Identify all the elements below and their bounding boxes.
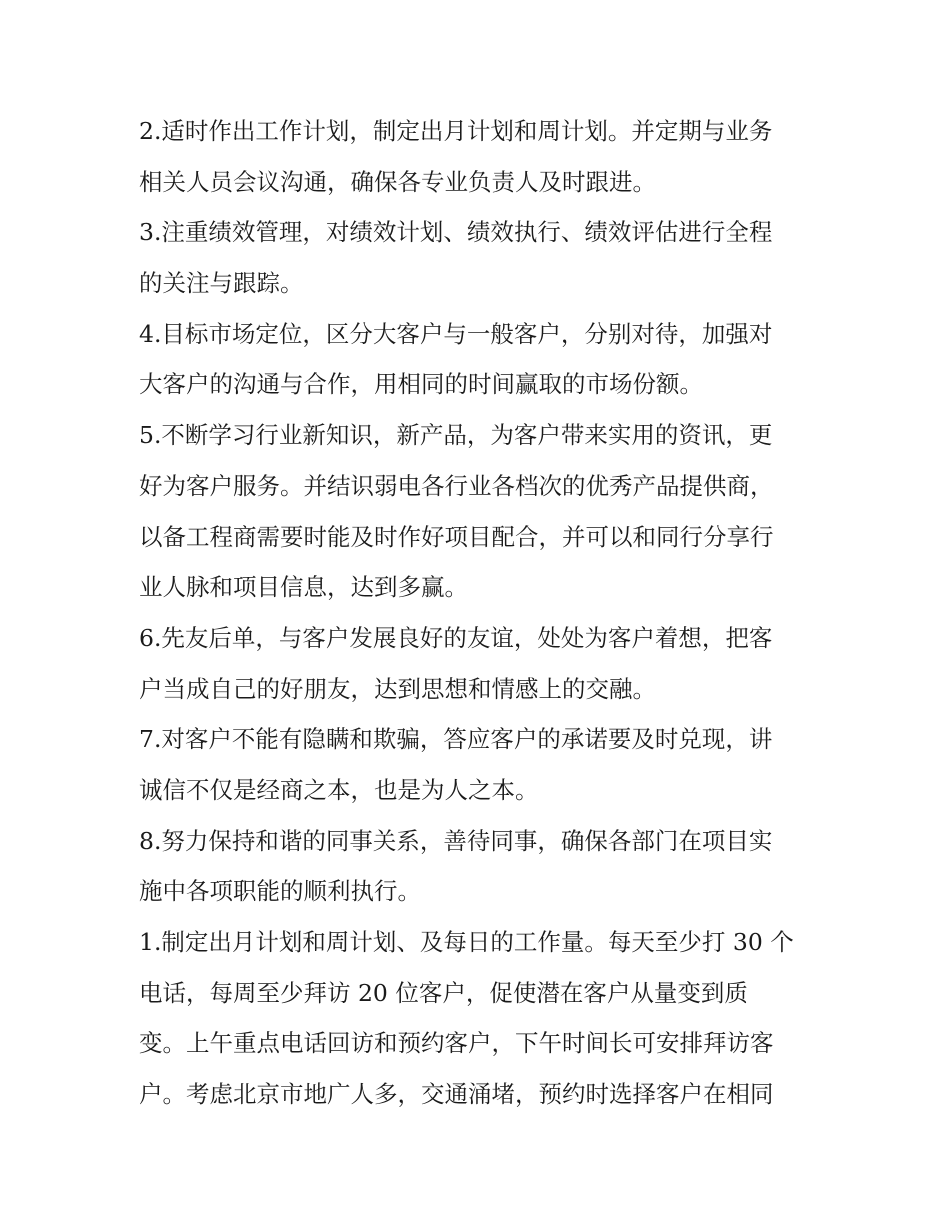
- text-line: 变。上午重点电话回访和预约客户，下午时间长可安排拜访客: [139, 1029, 774, 1058]
- text-line: 4.目标市场定位，区分大客户与一般客户，分别对待，加强对: [139, 319, 773, 348]
- text-line: 业人脉和项目信息，达到多赢。: [139, 573, 468, 602]
- text-line: 相关人员会议沟通，确保各专业负责人及时跟进。: [139, 167, 656, 196]
- text-line: 5.不断学习行业新知识，新产品，为客户带来实用的资讯，更: [139, 421, 773, 450]
- text-line: 电话，每周至少拜访 20 位客户，促使潜在客户从量变到质: [139, 978, 748, 1007]
- text-line: 3.注重绩效管理，对绩效计划、绩效执行、绩效评估进行全程: [139, 218, 773, 247]
- text-line: 以备工程商需要时能及时作好项目配合，并可以和同行分享行: [139, 522, 774, 551]
- text-line: 8.努力保持和谐的同事关系，善待同事，确保各部门在项目实: [139, 826, 773, 855]
- document-body: [139, 106, 819, 1120]
- text-line: 的关注与跟踪。: [139, 269, 304, 298]
- text-line: 施中各项职能的顺利执行。: [139, 877, 421, 906]
- text-line: 7.对客户不能有隐瞒和欺骗，答应客户的承诺要及时兑现，讲: [139, 725, 773, 754]
- text-line: 2.适时作出工作计划，制定出月计划和周计划。并定期与业务: [139, 117, 773, 145]
- text-line: 户当成自己的好朋友，达到思想和情感上的交融。: [139, 674, 656, 703]
- text-line: 1.制定出月计划和周计划、及每日的工作量。每天至少打 30 个: [139, 928, 794, 956]
- text-line: 6.先友后单，与客户发展良好的友谊，处处为客户着想，把客: [139, 623, 773, 652]
- text-line: 大客户的沟通与合作，用相同的时间赢取的市场份额。: [139, 370, 703, 399]
- text-line: 户。考虑北京市地广人多，交通涌堵，预约时选择客户在相同: [139, 1080, 774, 1109]
- text-line: 诚信不仅是经商之本，也是为人之本。: [139, 775, 539, 804]
- text-line: 好为客户服务。并结识弱电各行业各档次的优秀产品提供商，: [139, 471, 774, 500]
